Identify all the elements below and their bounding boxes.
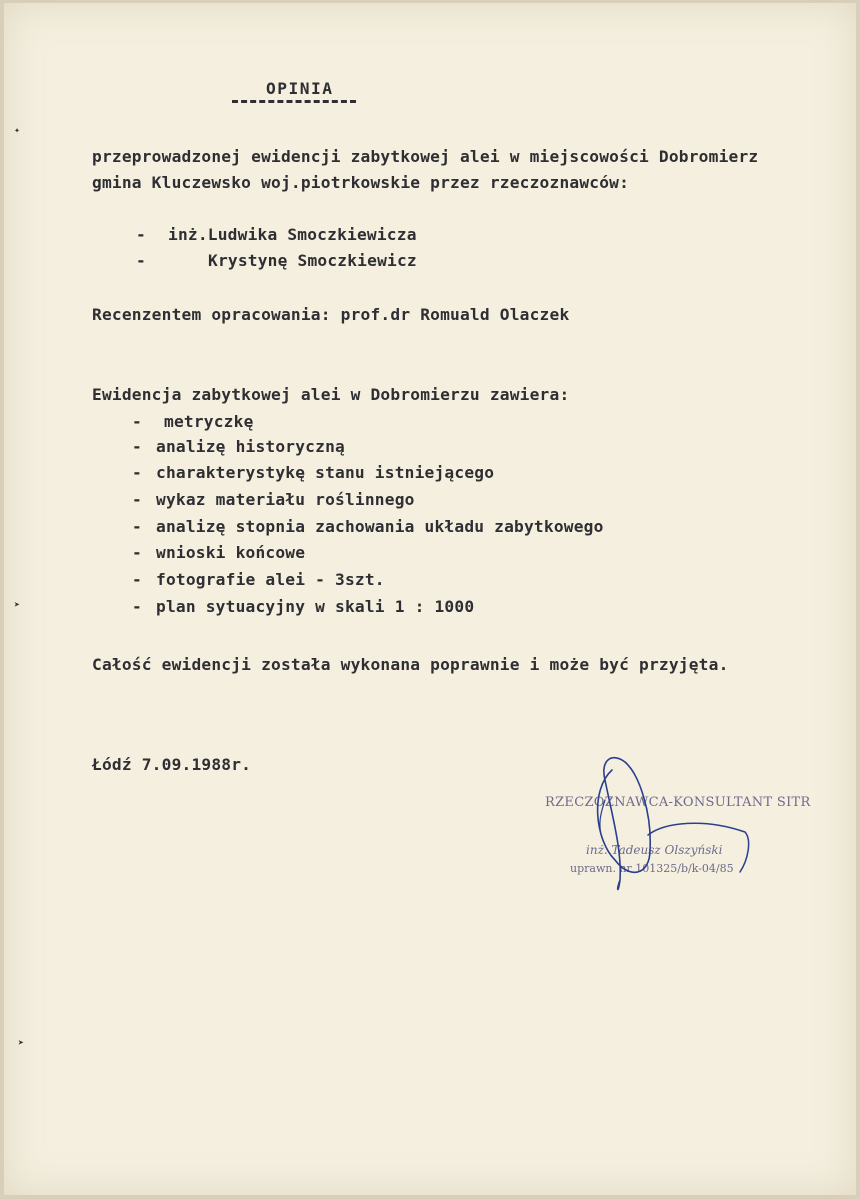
list-dash: - [132, 570, 142, 589]
conclusion-line: Całość ewidencji została wykonana poprawnie i może być przyjęta. [92, 655, 729, 674]
list-dash: - [132, 412, 142, 431]
contents-item: plan sytuacyjny w skali 1 : 1000 [156, 597, 475, 616]
margin-mark: ✦ [14, 125, 21, 136]
list-dash: - [132, 543, 142, 562]
contents-item: analizę historyczną [156, 437, 345, 456]
stamp-license: uprawn. nr 101325/b/k-04/85 [570, 862, 734, 875]
document-page [4, 3, 856, 1195]
list-dash: - [132, 463, 142, 482]
contents-item: charakterystykę stanu istniejącego [156, 463, 495, 482]
document-title: OPINIA [266, 79, 334, 98]
contents-item: analizę stopnia zachowania układu zabytkowego [156, 517, 604, 536]
list-dash: - [136, 251, 146, 270]
intro-line-1: przeprowadzonej ewidencji zabytkowej alei w miejscowości Dobromierz [92, 147, 759, 166]
place-date: Łódź 7.09.1988r. [92, 755, 252, 774]
contents-item: fotografie alei - 3szt. [156, 570, 385, 589]
expert-name: inż.Ludwika Smoczkiewicza [168, 225, 417, 244]
stamp-title: RZECZOZNAWCA-KONSULTANT SITR [545, 795, 811, 810]
expert-name: Krystynę Smoczkiewicz [208, 251, 417, 270]
list-dash: - [132, 517, 142, 536]
list-dash: - [132, 437, 142, 456]
contents-heading: Ewidencja zabytkowej alei w Dobromierzu zawiera: [92, 385, 570, 404]
intro-line-2: gmina Kluczewsko woj.piotrkowskie przez rzeczoznawców: [92, 173, 630, 192]
stamp-name: inż. Tadeusz Olszyński [586, 843, 723, 857]
reviewer-line: Recenzentem opracowania: prof.dr Romuald Olaczek [92, 305, 570, 324]
title-underline [232, 100, 356, 103]
list-dash: - [136, 225, 146, 244]
contents-item: wnioski końcowe [156, 543, 306, 562]
contents-item: metryczkę [164, 412, 254, 431]
margin-mark: ➤ [18, 1038, 25, 1049]
contents-item: wykaz materiału roślinnego [156, 490, 415, 509]
list-dash: - [132, 490, 142, 509]
margin-mark: ➤ [14, 600, 21, 611]
list-dash: - [132, 597, 142, 616]
